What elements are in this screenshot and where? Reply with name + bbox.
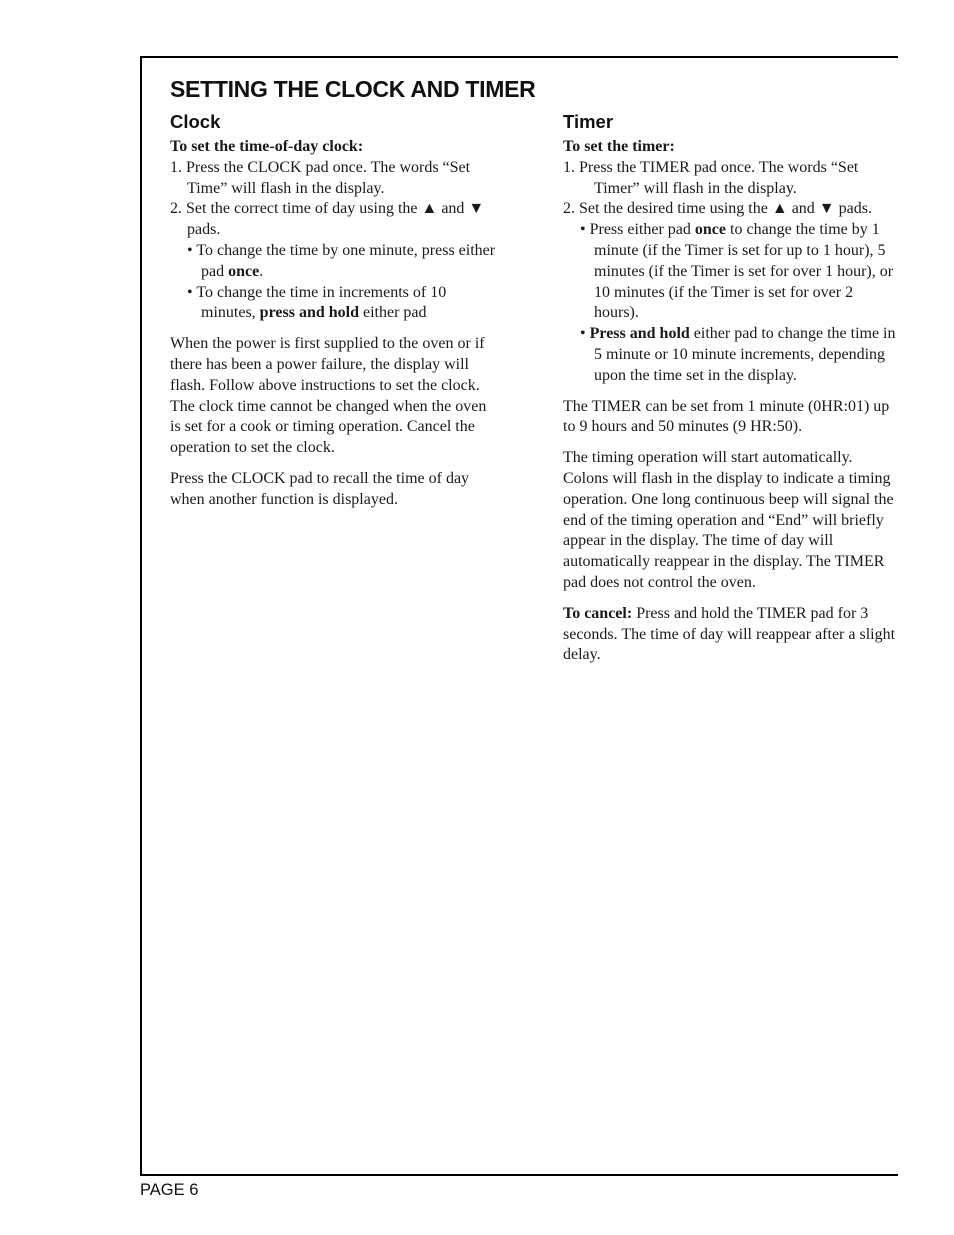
timer-bullet-1-end: to change the time by 1 minute (if the Timer is set for up to 1 hour), 5 minutes (if the Timer is set for over 1 hour), or 10 minutes (if the Timer is set for over 2 hours). bbox=[594, 221, 894, 322]
timer-paragraph-range: The TIMER can be set from 1 minute (0HR:01) up to 9 hours and 50 minutes (9 HR:50). bbox=[563, 397, 890, 436]
clock-step-2: 2. Set the correct time of day using the ▲ and ▼ pads. bbox=[170, 200, 485, 239]
clock-bullet-2 bbox=[187, 283, 500, 325]
timer-cancel-text: Press and hold the TIMER pad for 3 seconds. The time of day will reappear after a slight delay. bbox=[563, 604, 896, 664]
clock-bullet-2-text: • To change the time in increments of 10 minutes, bbox=[187, 283, 447, 322]
clock-paragraph-power: When the power is first supplied to the oven or if there has been a power failure, the display will flash. Follow above instructions to set the clock. The clock time cannot be changed when the oven is set for a cook or timing operation. Cancel the operation to set the clock. bbox=[170, 335, 487, 457]
timer-bullet-1-text: • Press either pad bbox=[580, 221, 695, 239]
timer-bullet-2-text: • bbox=[580, 325, 590, 343]
clock-heading: Clock bbox=[170, 111, 221, 132]
timer-bullet-2 bbox=[580, 324, 901, 386]
timer-paragraph-cancel bbox=[563, 604, 901, 666]
timer-bullet-2-end: either pad to change the time in 5 minute or 10 minute increments, depending upon the time set in the display. bbox=[594, 325, 896, 384]
timer-lead: To set the timer: bbox=[563, 138, 675, 155]
clock-bullet-1 bbox=[187, 241, 500, 283]
clock-bullet-1-text: • To change the time by one minute, press either pad bbox=[187, 241, 496, 280]
page-title: SETTING THE CLOCK AND TIMER bbox=[170, 76, 536, 102]
clock-lead: To set the time-of-day clock: bbox=[170, 138, 364, 155]
timer-paragraph-operation: The timing operation will start automatically. Colons will flash in the display to indicate a timing operation. One long continuous beep will signal the end of the timing operation and “End” will briefly appear in the display. The time of day will automatically reappear in the display. The TIMER pad does not control the oven. bbox=[563, 449, 894, 591]
clock-bullet-1-end: . bbox=[259, 262, 264, 280]
clock-section bbox=[170, 110, 500, 511]
timer-bullet-1 bbox=[580, 220, 901, 324]
timer-step-2: 2. Set the desired time using the ▲ and ▼ pads. bbox=[563, 200, 872, 218]
timer-section bbox=[563, 110, 901, 666]
clock-bullet-1-bold: once bbox=[228, 262, 260, 280]
clock-paragraph-recall: Press the CLOCK pad to recall the time of day when another function is displayed. bbox=[170, 469, 470, 508]
page-number: PAGE 6 bbox=[140, 1181, 199, 1199]
timer-bullet-1-bold: once bbox=[694, 221, 727, 239]
timer-heading: Timer bbox=[563, 111, 614, 132]
timer-bullet-2-bold: Press and hold bbox=[589, 325, 690, 343]
clock-bullet-2-bold: press and hold bbox=[259, 304, 359, 322]
clock-bullet-2-end: either pad bbox=[358, 304, 427, 322]
timer-cancel-label: To cancel: bbox=[563, 604, 633, 622]
clock-step-1: 1. Press the CLOCK pad once. The words “Set Time” will flash in the display. bbox=[170, 158, 471, 197]
timer-step-1: 1. Press the TIMER pad once. The words “Set Timer” will flash in the display. bbox=[563, 158, 859, 197]
